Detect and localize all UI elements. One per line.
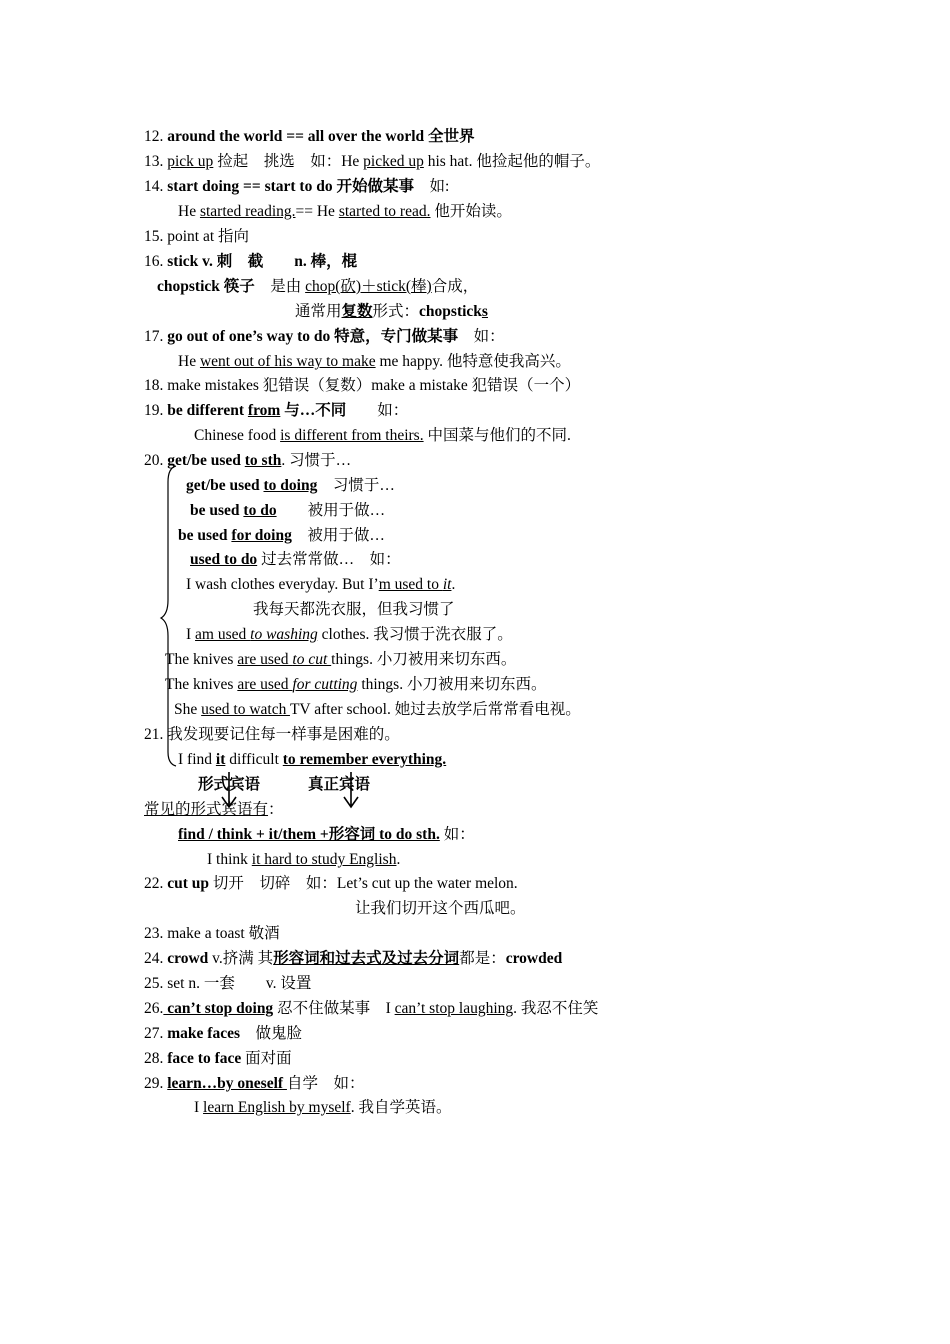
plural-suffix: s [481, 303, 488, 320]
example-label: 如： [439, 826, 475, 843]
phrase: cut up [167, 875, 210, 892]
phrase: go out of one’s way to do 特意，专门做某事 [167, 328, 459, 345]
example-phrase: m used to [378, 576, 443, 593]
heading: 常见的形式宾语有 [144, 801, 269, 818]
meaning: 习惯于… [317, 477, 395, 494]
note-text: 都是： [459, 950, 506, 967]
meaning: 面对面 [241, 1050, 292, 1067]
arrow-down-icon [222, 772, 236, 807]
example-text: She [174, 701, 202, 718]
phrase: make faces [167, 1025, 240, 1042]
meaning: 切开 切碎 如：Let’s cut up the water melon. [209, 875, 518, 892]
item-number: 22. [144, 875, 164, 892]
phrase: stick v. 刺 截 n. 棒，棍 [167, 253, 358, 270]
example-text: me happy. 他特意使我高兴。 [375, 353, 571, 370]
item-number: 24. [144, 950, 164, 967]
example-phrase: can’t stop laughing [394, 1000, 514, 1017]
example-text: 中国菜与他们的不同. [423, 427, 571, 444]
item-number: 19. [144, 402, 164, 419]
example-text: He [178, 353, 200, 370]
word-form: crowded [505, 950, 563, 967]
note-text: 通常用 [295, 303, 342, 320]
left-brace-icon [161, 466, 176, 766]
phrase: face to face [167, 1050, 242, 1067]
phrase-keyword: from [247, 402, 281, 419]
example-text: difficult [225, 751, 283, 768]
example-text: . 我自学英语。 [350, 1099, 452, 1116]
item-number: 14. [144, 178, 164, 195]
example-label: 如： [346, 402, 409, 419]
phrase: can’t stop doing [163, 1000, 274, 1017]
item-number: 16. [144, 253, 164, 270]
example-text: The knives [165, 676, 238, 693]
meaning: . 习惯于… [281, 452, 352, 469]
plural-word: chopstick [419, 303, 482, 320]
example-text: . 我忍不住笑 [513, 1000, 599, 1017]
meaning: 捡起 挑选 如：He [213, 153, 364, 170]
note-phrase: chop(砍)＋stick(棒) [305, 278, 432, 295]
item-number: 21. [144, 726, 164, 743]
example-phrase: am used [195, 626, 251, 643]
item-number: 27. [144, 1025, 164, 1042]
example-phrase: are used [237, 676, 293, 693]
phrase: be different [167, 402, 248, 419]
sentence: 我发现要记住每一样事是困难的。 [163, 726, 400, 743]
note-text: 形式： [372, 303, 420, 320]
example-phrase: to washing [250, 626, 318, 643]
note-keyword: 形容词和过去式及过去分词 [273, 950, 460, 967]
label-text: 形式宾语 [198, 776, 261, 793]
example-text: things. 小刀被用来切东西。 [331, 651, 517, 668]
example-phrase: learn English by myself [203, 1099, 351, 1116]
example-phrase: picked up [363, 153, 424, 170]
phrase: crowd [167, 950, 209, 967]
example-text: == He [295, 203, 339, 220]
example-phrase: is different from theirs. [280, 427, 424, 444]
example-phrase: went out of his way to make [199, 353, 376, 370]
meaning: 被用于做… [276, 502, 386, 519]
real-object: to remember everything. [282, 751, 447, 768]
meaning: 自学 如： [286, 1075, 365, 1092]
phrase: chopstick 筷子 [157, 278, 255, 295]
item-number: 25. [144, 975, 164, 992]
example-text: He [178, 203, 200, 220]
example-text: things. 小刀被用来切东西。 [357, 676, 547, 693]
example-text: I [194, 1099, 204, 1116]
note-text: 是由 [254, 278, 306, 295]
note-text: 合成， [431, 278, 479, 295]
example-phrase: started to read. [338, 203, 431, 220]
meaning: 被用于做… [291, 527, 385, 544]
example-text: 他开始读。 [430, 203, 512, 220]
phrase: make a toast 敬酒 [167, 925, 280, 942]
example-label: 如： [458, 328, 505, 345]
item-number: 20. [144, 452, 164, 469]
example-phrase: started reading. [199, 203, 296, 220]
meaning: 忍不住做某事 I [273, 1000, 395, 1017]
phrase-keyword: for doing [231, 527, 292, 544]
example-text: I [186, 626, 196, 643]
formal-object: it [215, 751, 226, 768]
phrase-keyword: to do [243, 502, 277, 519]
item-number: 26. [144, 1000, 164, 1017]
example-phrase: used to watch [201, 701, 290, 718]
example-phrase: are used [237, 651, 293, 668]
example-text: clothes. 我习惯于洗衣服了。 [317, 626, 513, 643]
pattern: find / think + it/them +形容词 to do sth. [178, 826, 440, 843]
item-number: 15. [144, 228, 164, 245]
meaning: 过去常常做… 如： [257, 551, 401, 568]
item-number: 29. [144, 1075, 164, 1092]
arrow-down-icon [344, 772, 358, 807]
translation: 让我们切开这个西瓜吧。 [355, 900, 526, 917]
example-text: I wash clothes everyday. But I’ [186, 576, 379, 593]
phrase: get/be used [186, 477, 264, 494]
phrase-keyword: to sth [244, 452, 282, 469]
item-number: 23. [144, 925, 164, 942]
phrase: set n. 一套 v. 设置 [167, 975, 312, 992]
example-phrase: to cut [292, 651, 332, 668]
example-phrase: it hard to study English [251, 851, 397, 868]
phrase: learn…by oneself [167, 1075, 287, 1092]
translation: 我每天都洗衣服，但我习惯了 [253, 601, 455, 618]
heading-colon: ： [268, 801, 284, 818]
label-text: 真正宾语 [308, 776, 371, 793]
example-phrase: it [442, 576, 452, 593]
phrase: be used [178, 527, 232, 544]
phrase: around the world == all over the world 全世界 [167, 128, 475, 145]
example-text: Chinese food [194, 427, 281, 444]
example-phrase: for cutting [292, 676, 358, 693]
item-number: 18. [144, 377, 164, 394]
example-text: I find [178, 751, 216, 768]
example-text: I think [207, 851, 252, 868]
item-number: 28. [144, 1050, 164, 1067]
example-text: . [451, 576, 456, 593]
note-keyword: 复数 [341, 303, 373, 320]
example-text: The knives [165, 651, 238, 668]
phrase-keyword: used to do [190, 551, 258, 568]
example-label: 如: [413, 178, 450, 195]
phrase: point at 指向 [167, 228, 250, 245]
phrase: get/be used [167, 452, 245, 469]
meaning: 做鬼脸 [240, 1025, 303, 1042]
phrase: make mistakes 犯错误（复数）make a mistake 犯错误（一个） [167, 377, 581, 394]
meaning: v.挤满 其 [208, 950, 274, 967]
example-text: TV after school. 她过去放学后常常看电视。 [289, 701, 581, 718]
example-text: . [396, 851, 401, 868]
item-number: 13. [144, 153, 164, 170]
example-text: his hat. 他捡起他的帽子。 [423, 153, 601, 170]
phrase: be used [190, 502, 244, 519]
item-number: 12. [144, 128, 164, 145]
phrase: pick up [167, 153, 214, 170]
phrase-keyword: to doing [263, 477, 318, 494]
phrase: start doing == start to do 开始做某事 [167, 178, 414, 195]
phrase: 与…不同 [280, 402, 347, 419]
item-number: 17. [144, 328, 164, 345]
